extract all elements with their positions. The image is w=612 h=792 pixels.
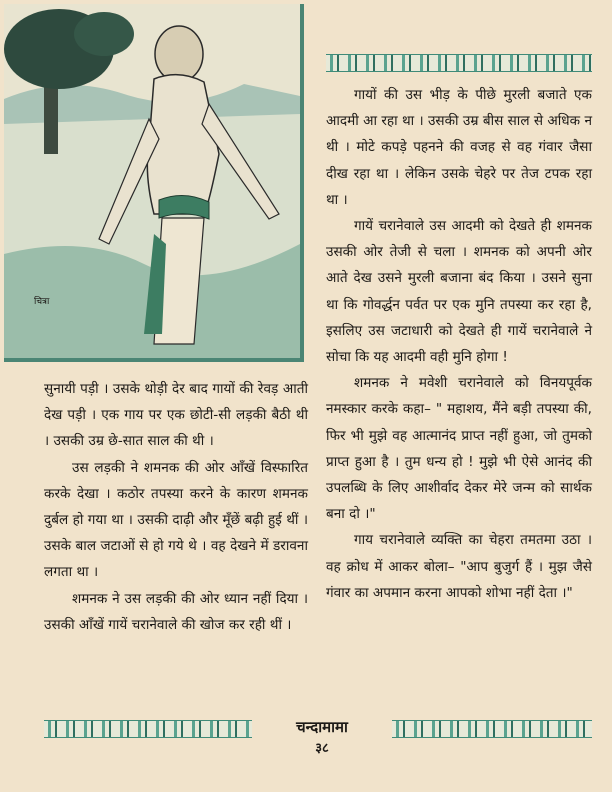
sage-in-meadow-illustration [4, 4, 300, 358]
paragraph: गायें चरानेवाले उस आदमी को देखते ही शमनक उसकी ओर तेजी से चला । शमनक को अपनी ओर आते देख उसने मुरली बजाना बंद किया । उसने सुना था कि गोवर्द्धन पर्वत पर एक मुनि तपस्या कर रहा है, इसलिए उस जटाधारी को देखते ही गायें चरानेवाले ने सोचा कि यह आदमी वही मुनि होगा ! [326, 218, 592, 366]
ornament-border-top [326, 54, 592, 72]
page-number: ३८ [315, 741, 329, 756]
paragraph: शमनक ने उस लड़की की ओर ध्यान नहीं दिया । उसकी आँखें गायें चरानेवाले की खोज कर रही थीं । [44, 590, 308, 633]
artist-signature: चित्रा [34, 297, 50, 307]
magazine-title: चन्दामामा [296, 718, 348, 736]
paragraph: सुनायी पड़ी । उसके थोड़ी देर बाद गायों की रेवड़ आती देख पड़ी । एक गाय पर एक छोटी-सी लड़की बैठी थी । उसकी उम्र छे-सात साल की थी । [44, 381, 308, 450]
ornament-border-bottom-left [44, 720, 252, 738]
paragraph: शमनक ने मवेशी चरानेवाले को विनयपूर्वक नमस्कार करके कहा– " महाशय, मैंने बड़ी तपस्या की, फिर भी मुझे वह आत्मानंद प्राप्त नहीं हुआ, जो तुमको प्राप्त हुआ है । तुम धन्य हो ! मुझे भी ऐसे आनंद की उपलब्धि के लिए आशीर्वाद देकर मेरे जन्म को सार्थक बना दो ।" [326, 375, 592, 523]
right-column [326, 82, 592, 606]
paragraph: गाय चरानेवाले व्यक्ति का चेहरा तमतमा उठा । वह क्रोध में आकर बोला– "आप बुजुर्ग हैं । मुझ जैसे गंवार का अपमान करना आपको शोभा नहीं देता ।" [326, 532, 592, 601]
story-illustration [4, 4, 304, 362]
paragraph: उस लड़की ने शमनक की ओर आँखें विस्फारित करके देखा । कठोर तपस्या करने के कारण शमनक दुर्बल हो गया था । उसकी दाढ़ी और मूँछें बढ़ी हुई थीं । उसके बाल जटाओं से हो गये थे । वह देखने में डरावना लगता था । [44, 459, 308, 581]
paragraph: गायों की उस भीड़ के पीछे मुरली बजाते एक आदमी आ रहा था । उसकी उम्र बीस साल से अधिक न थी । मोटे कपड़े पहनने की वजह से वह गंवार जैसा दीख रहा था । लेकिन उसके चेहरे पर तेज टपक रहा था । [326, 87, 592, 208]
left-column [44, 376, 308, 638]
ornament-border-bottom-right [392, 720, 592, 738]
